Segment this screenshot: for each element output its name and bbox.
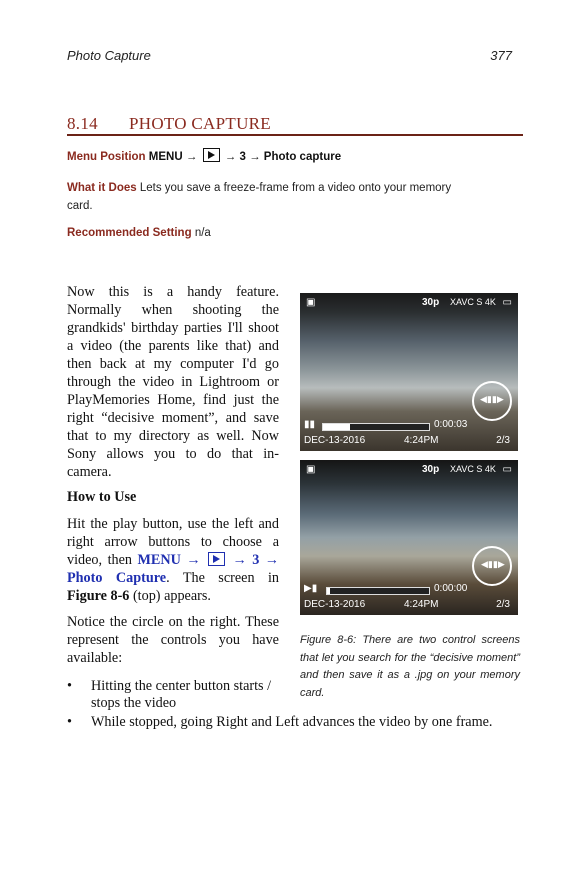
how-to-use-heading: How to Use <box>67 489 137 505</box>
section-title: PHOTO CAPTURE <box>129 114 271 133</box>
quality-label: XAVC S 4K <box>450 464 496 474</box>
timecode: 0:00:00 <box>434 583 468 594</box>
what-it-does-text: Lets you save a freeze-frame from a video onto your memory <box>139 182 452 194</box>
play-pause-icon: ◀▮▮▶ <box>481 559 505 569</box>
bullet-text: While stopped, going Right and Left advances the video by one frame. <box>91 714 493 730</box>
what-it-does-label: What it Does <box>67 182 137 194</box>
menu-keyword: MENU <box>148 151 183 163</box>
photo-capture-icon: ▣ <box>306 297 316 308</box>
quality-label: XAVC S 4K <box>450 297 496 307</box>
frame-rate: 30p <box>422 297 440 308</box>
bullet-text: Hitting the center button starts / stops the video <box>91 678 272 711</box>
recommended-label: Recommended Setting <box>67 227 192 239</box>
intro-text: Now this is a handy feature. Normally when shooting the grandkids' birthday parties I'll shoot a video (the parents like that) and then back at my computer I'd go through the video in Lightroom or PlayMemories Home, find just the right “decisive moment”, and save that to my directory as well. Now Sony allows you to do that in-camera. <box>67 284 279 480</box>
menu-link: MENU → <box>137 552 201 568</box>
menu-link-rest: → 3 → <box>232 552 279 568</box>
camera-screen-top <box>300 293 518 451</box>
intro-paragraph <box>67 283 279 481</box>
controls-paragraph <box>67 613 279 667</box>
photo-capture-link: Photo Capture <box>67 570 167 586</box>
photo-capture-icon: ▣ <box>306 464 316 475</box>
bullet-item <box>67 714 527 732</box>
figure-reference: Figure 8-6 <box>67 588 130 604</box>
battery-icon: ▭ <box>502 464 512 475</box>
bullet-item <box>67 678 282 714</box>
menu-position-label: Menu Position <box>67 151 146 163</box>
instruction-pre: Hit the play button, use the left and right arrow buttons to choose a video, then <box>67 516 279 568</box>
section-number: 8.14 <box>67 114 98 133</box>
controls-text: Notice the circle on the right. These represent the controls you have available: <box>67 614 279 666</box>
file-counter: 2/3 <box>496 435 510 446</box>
arrow-2: → 3 → <box>224 151 261 163</box>
frame-step-icon: ◀▮▮▶ <box>480 394 504 404</box>
page-number: 377 <box>490 48 512 63</box>
play-icon: ▶▮ <box>304 583 318 594</box>
recommended-value: n/a <box>194 227 211 239</box>
menu-position-line <box>67 148 341 163</box>
menu-target: Photo capture <box>263 151 342 163</box>
timecode: 0:00:03 <box>434 419 468 430</box>
section-heading <box>67 114 522 134</box>
arrow-1: → <box>185 151 198 163</box>
instruction-post: (top) appears. <box>132 588 211 604</box>
camera-screen-bottom <box>300 460 518 615</box>
playback-menu-icon <box>203 148 220 162</box>
frame-rate: 30p <box>422 464 440 475</box>
instruction-mid: . The screen in <box>166 570 279 586</box>
bullet-dot: • <box>67 714 72 730</box>
pause-icon: ▮▮ <box>304 419 316 430</box>
recommended-setting-line <box>67 227 211 239</box>
time-stamp: 4:24PM <box>404 599 439 610</box>
date-stamp: DEC-13-2016 <box>304 599 366 610</box>
section-divider <box>67 134 523 136</box>
figure-caption: Figure 8-6: There are two control screens that let you search for the “decisive moment” and then save it as a .jpg on your memory card. <box>300 634 520 699</box>
progress-bar <box>322 423 430 431</box>
progress-bar <box>326 587 430 595</box>
bullet-dot: • <box>67 678 72 694</box>
battery-icon: ▭ <box>502 297 512 308</box>
what-it-does-block <box>67 179 523 215</box>
file-counter: 2/3 <box>496 599 510 610</box>
running-header-title: Photo Capture <box>67 48 151 63</box>
progress-fill <box>323 424 350 430</box>
time-stamp: 4:24PM <box>404 435 439 446</box>
what-it-does-text-2: card. <box>67 200 93 212</box>
instruction-paragraph <box>67 515 279 605</box>
playback-menu-icon-inline <box>208 552 225 566</box>
progress-fill <box>327 588 330 594</box>
date-stamp: DEC-13-2016 <box>304 435 366 446</box>
